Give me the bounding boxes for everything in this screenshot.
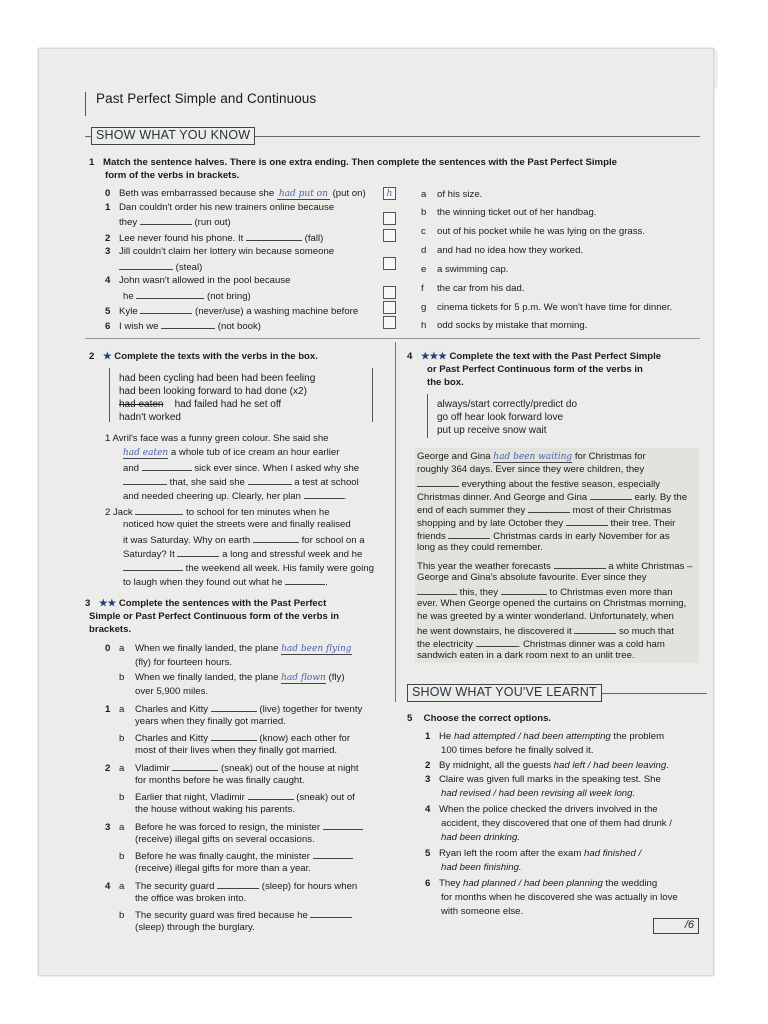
item-number: 0	[105, 643, 111, 654]
ending	[421, 282, 524, 296]
text: (know) each other for	[259, 733, 351, 744]
text: . Christmas dinner was a cold ham	[517, 639, 665, 650]
answer-blank[interactable]	[313, 848, 353, 859]
text: He	[439, 731, 452, 742]
text: everything about the festive season, especially	[461, 479, 661, 490]
ending-letter: d	[421, 245, 427, 256]
ex3-line: over 5,900 miles.	[135, 686, 209, 697]
text: this, they	[459, 587, 499, 598]
worksheet-content	[85, 92, 710, 952]
story-line: sandwich eaten in a dark room next to an unlit tree.	[417, 650, 635, 661]
answer-blank[interactable]	[142, 460, 192, 471]
text: When we finally landed, the plane	[135, 672, 279, 683]
story-line: roughly 364 days. Ever since they were children, they	[417, 464, 645, 475]
item-number: 4	[105, 881, 111, 892]
answer-blank[interactable]	[501, 584, 547, 595]
item-letter: a	[119, 763, 125, 774]
answer-blank[interactable]	[528, 502, 570, 513]
item-number: 6	[425, 878, 431, 889]
item-number: 4	[105, 275, 111, 286]
item-text: I wish we	[119, 321, 159, 332]
ending	[421, 263, 508, 277]
item-text: they	[119, 217, 138, 228]
item-letter: b	[119, 733, 125, 744]
item-verb: (run out)	[194, 217, 231, 228]
answer-box-6[interactable]	[383, 316, 396, 329]
answer-blank[interactable]	[253, 532, 299, 543]
text: .	[325, 577, 328, 588]
item-number: 2	[105, 763, 111, 774]
text: to school for ten minutes when he	[186, 507, 330, 518]
text: early. By the	[634, 492, 688, 503]
ex5-instruction	[407, 712, 551, 726]
text: that, she said she	[169, 477, 245, 488]
item-text: John wasn't allowed in the pool because	[119, 275, 291, 286]
text: so much that	[619, 626, 674, 637]
ending	[421, 225, 645, 239]
item-number: 4	[425, 804, 431, 815]
answer-blank[interactable]	[310, 907, 352, 918]
answer-blank[interactable]	[574, 623, 616, 634]
ex5-item-cont: with someone else.	[441, 906, 524, 917]
text: for school on a	[301, 535, 365, 546]
answer-box-0[interactable]	[383, 187, 396, 200]
item-number: 6	[105, 321, 111, 332]
ex3-instruction-3: brackets.	[89, 624, 132, 635]
crossed-word: had eaten	[119, 399, 164, 410]
item-text: Lee never found his phone. It	[119, 233, 244, 244]
answer-box-5[interactable]	[383, 301, 396, 314]
text: (sneak) out of	[296, 792, 355, 803]
ex1-item	[105, 303, 358, 319]
item-number: 5	[105, 306, 111, 317]
item-letter: b	[119, 672, 125, 683]
text: a white Christmas –	[608, 561, 693, 572]
item-number: 2	[105, 233, 111, 244]
item-letter: a	[119, 643, 125, 654]
ending-letter: b	[421, 207, 427, 218]
example-answer: had been flying	[281, 644, 352, 654]
text: .	[343, 491, 347, 502]
ex1-item	[105, 245, 334, 259]
ex1-item-cont	[123, 288, 251, 304]
ex5-item	[425, 773, 661, 787]
ending-text: cinema tickets for 5 p.m. We won't have time for dinner.	[437, 302, 673, 313]
answer-blank[interactable]	[172, 760, 218, 771]
item-text: Jill couldn't claim her lottery win because someone	[119, 246, 335, 257]
word-box-line	[437, 424, 547, 438]
story-line: George and Gina's absolute favourite. Ever since they	[417, 572, 647, 583]
text: (sneak) out of the house at night	[221, 763, 359, 774]
item-verb: (fall)	[304, 233, 324, 244]
item-letter: b	[119, 851, 125, 862]
answer-blank[interactable]	[136, 288, 204, 299]
answer-blank[interactable]	[417, 584, 457, 595]
example-answer: had eaten	[123, 448, 169, 458]
word-box-line: hadn't worked	[119, 412, 181, 423]
text: friends	[417, 531, 446, 542]
ex2-text-line: noticed how quiet the streets were and finally realised	[123, 519, 351, 530]
word-box-line	[119, 398, 281, 412]
answer-blank[interactable]	[417, 476, 459, 487]
ex3-line: (receive) illegal gifts for more than a year.	[135, 863, 311, 874]
ending-text: the winning ticket out of her handbag.	[437, 207, 597, 218]
item-text: he	[123, 291, 134, 302]
ex5-item	[425, 759, 669, 773]
answer-blank[interactable]	[285, 574, 325, 585]
ex3-line: for months before he was finally caught.	[135, 775, 305, 786]
options[interactable]: accident, they discovered that one of them had drunk /	[441, 818, 672, 829]
ex2-text-line	[123, 488, 346, 504]
item-verb: (steal)	[175, 262, 203, 273]
column-divider	[395, 342, 396, 702]
text: the wedding	[605, 878, 658, 889]
answer-blank[interactable]	[248, 474, 292, 485]
ex5-item	[425, 803, 658, 817]
ex3-line: (receive) illegal gifts on several occasions.	[135, 834, 315, 845]
word-box-line: go off hear look forward love	[437, 412, 564, 423]
text: to laugh when they found out what he	[123, 577, 283, 588]
text: Charles and Kitty	[135, 704, 209, 715]
ex3-instruction-1	[85, 597, 326, 611]
text: They	[439, 878, 461, 889]
ending-text: a swimming cap.	[437, 264, 509, 275]
ex3-number: 3	[85, 598, 91, 609]
item-number: 0	[105, 188, 111, 199]
text: Saturday? It	[123, 549, 175, 560]
text: sick ever since. When I asked why she	[194, 463, 360, 474]
text: When the police checked the drivers involved in the	[439, 804, 658, 815]
ex5-number: 5	[407, 713, 413, 724]
ex2-text-line	[123, 446, 339, 461]
text: This year the weather forecasts	[417, 561, 551, 572]
ending	[421, 188, 482, 202]
word-box-words: put up receive snow wait	[437, 425, 547, 436]
ex3-line: most of their lives when they finally got married.	[135, 745, 338, 756]
text: The security guard was fired because he	[135, 910, 308, 921]
text: a test at school	[294, 477, 359, 488]
text: the weekend all week. His family were going	[185, 563, 374, 574]
item-verb: (not book)	[217, 321, 261, 332]
answer-box-4[interactable]	[383, 286, 396, 299]
ending-letter: e	[421, 264, 427, 275]
section-heading-know: SHOW WHAT YOU KNOW	[91, 127, 255, 145]
ending-text: and had no idea how they worked.	[437, 245, 584, 256]
ex1-item	[105, 201, 334, 215]
ending-letter: g	[421, 302, 427, 313]
ex3-line	[105, 642, 352, 657]
ex1-instruction-text: Match the sentence halves. There is one extra ending. Then complete the sentences with the Past Perfect Simple	[103, 157, 617, 168]
text: The security guard	[135, 881, 215, 892]
word-box-line: had been cycling had been had been feeling	[119, 373, 316, 384]
item-number: 3	[425, 774, 431, 785]
ex2-text-line	[123, 574, 328, 590]
ex3-line: years when they finally got married.	[135, 716, 286, 727]
ending-text: out of his pocket while he was lying on the grass.	[437, 226, 645, 237]
example-answer: had flown	[281, 673, 326, 683]
word-box-line: always/start correctly/predict do	[437, 399, 578, 410]
ex1-item	[105, 318, 261, 334]
text: end of each summer they	[417, 505, 526, 516]
ending-text: odd socks by mistake that morning.	[437, 320, 588, 331]
ending-letter: h	[421, 320, 427, 331]
answer-box-3[interactable]	[383, 257, 396, 270]
ex2-number: 2	[89, 351, 95, 362]
answer-blank[interactable]	[217, 878, 259, 889]
options[interactable]: had revised / had been revising all week long.	[441, 788, 636, 799]
answer-blank[interactable]	[304, 488, 344, 499]
item-verb: (put on)	[332, 188, 366, 199]
star-rating: ★	[103, 351, 112, 362]
ex1-item	[105, 274, 290, 288]
answer-blank[interactable]	[554, 558, 606, 569]
example-answer: had been waiting	[493, 452, 573, 462]
text: a whole tub of ice cream an hour earlier	[170, 447, 340, 458]
text: the electricity	[417, 639, 473, 650]
text: Ryan left the room after the exam	[439, 848, 582, 859]
ex1-item	[105, 230, 323, 246]
text: for Christmas for	[574, 451, 646, 462]
answer-blank[interactable]	[323, 819, 363, 830]
item-letter: b	[119, 792, 125, 803]
word-box-line: had been looking forward to had done (x2)	[119, 386, 307, 397]
text: By midnight, all the guests	[439, 760, 551, 771]
ex5-item-cont: for months when he discovered she was actually in love	[441, 892, 678, 903]
answer-blank[interactable]	[246, 230, 302, 241]
answer-blank[interactable]	[211, 730, 257, 741]
item-letter: a	[119, 704, 125, 715]
ex1-instruction-2: form of the verbs in brackets.	[105, 170, 240, 181]
item-letter: a	[119, 881, 125, 892]
text: Vladimir	[135, 763, 170, 774]
answer-blank[interactable]	[211, 701, 257, 712]
text: Christmas cards in early November for as	[493, 531, 670, 542]
ex3-instruction-text: Complete the sentences with the Past Perfect	[118, 598, 327, 609]
ex1-item	[105, 187, 366, 202]
ending	[421, 206, 596, 220]
text: Earlier that night, Vladimir	[135, 792, 245, 803]
ex3-line: the office was broken into.	[135, 893, 247, 904]
item-text: Beth was embarrassed because she	[119, 188, 275, 199]
item-text: Dan couldn't order his new trainers online because	[119, 202, 335, 213]
answer-blank[interactable]	[119, 259, 173, 270]
text: he went downstairs, he discovered it	[417, 626, 572, 637]
ex2-instruction-text: Complete the texts with the verbs in the box.	[114, 351, 318, 362]
text: Christmas dinner. And George and Gina	[417, 492, 588, 503]
item-number: 1	[105, 202, 111, 213]
ex4-instruction-3: the box.	[427, 377, 464, 388]
item-text: Kyle	[119, 306, 138, 317]
ex1-instruction-1	[89, 156, 617, 170]
answer-blank[interactable]	[177, 546, 219, 557]
story-line: he was greeted by a winter wonderland. Unfortunately, when	[417, 611, 674, 622]
text: their tree. Their	[610, 518, 676, 529]
text: Charles and Kitty	[135, 733, 209, 744]
text: and	[123, 463, 140, 474]
answer-blank[interactable]	[590, 489, 632, 500]
ending-text: of his size.	[437, 189, 483, 200]
text: Before he was forced to resign, the minister	[135, 822, 321, 833]
item-number: 5	[425, 848, 431, 859]
text: most of their Christmas	[572, 505, 672, 516]
text: When we finally landed, the plane	[135, 643, 279, 654]
answer-blank[interactable]	[140, 214, 192, 225]
text: the problem	[613, 731, 665, 742]
text: and needed cheering up. Clearly, her plan	[123, 491, 301, 502]
ex5-instruction-text: Choose the correct options.	[423, 713, 552, 724]
page-title: Past Perfect Simple and Continuous	[96, 91, 317, 106]
options[interactable]: had left / had been leaving	[553, 760, 667, 771]
options[interactable]: had been finishing.	[441, 862, 522, 873]
answer-blank[interactable]	[123, 474, 167, 485]
answer-blank[interactable]	[135, 504, 183, 515]
item-letter: b	[119, 910, 125, 921]
ex4-instruction-1	[407, 350, 661, 364]
options[interactable]: had been drinking.	[441, 832, 520, 843]
star-rating: ★★★	[421, 351, 447, 362]
ex3-line: (fly) for fourteen hours.	[135, 657, 233, 668]
section-heading-learnt: SHOW WHAT YOU'VE LEARNT	[407, 684, 602, 702]
item-number: 3	[105, 822, 111, 833]
story-line: long as they could remember.	[417, 542, 543, 553]
text: George and Gina	[417, 451, 491, 462]
text: Claire was given full marks in the speaking test. She	[439, 774, 661, 785]
ex5-item-cont: 100 times before he finally solved it.	[441, 745, 594, 756]
text: .	[666, 760, 669, 771]
item-letter: a	[119, 822, 125, 833]
story-line: ever. When George opened the curtains on Christmas morning,	[417, 598, 687, 609]
divider	[85, 338, 700, 339]
answer-box-2[interactable]	[383, 229, 396, 242]
text: 2 Jack	[105, 507, 133, 518]
text: (sleep) for hours when	[261, 881, 358, 892]
text: it was Saturday. Why on earth	[123, 535, 251, 546]
text: (live) together for twenty	[259, 704, 363, 715]
ex4-instruction-2: or Past Perfect Continuous form of the verbs in	[427, 364, 643, 375]
star-rating: ★★	[99, 598, 117, 609]
ending	[421, 244, 583, 258]
options[interactable]: had attempted / had been attempting	[453, 731, 611, 742]
ex3-line	[119, 671, 345, 686]
ending	[421, 319, 587, 333]
ex5-item	[425, 847, 641, 861]
item-number: 1	[105, 704, 111, 715]
ex1-number: 1	[89, 157, 95, 168]
answer-blank[interactable]	[448, 528, 490, 539]
example-answer: had put on	[278, 189, 328, 199]
ending-text: the car from his dad.	[437, 283, 525, 294]
title-bar	[85, 92, 700, 116]
score-box: /6	[653, 918, 699, 934]
item-number: 1	[425, 731, 431, 742]
answer-box-1[interactable]	[383, 212, 396, 225]
answer-blank[interactable]	[140, 303, 192, 314]
ex2-text-line: 1 Avril's face was a funny green colour. She said she	[105, 433, 329, 444]
ex5-item	[425, 877, 657, 891]
text: to Christmas even more than	[549, 587, 673, 598]
ex1-item-cont	[119, 259, 202, 275]
options[interactable]: had planned / had been planning	[463, 878, 603, 889]
text: (fly)	[328, 672, 345, 683]
word-box-words: had failed had he set off	[174, 399, 282, 410]
ex2-instruction	[89, 350, 318, 364]
item-number: 3	[105, 246, 111, 257]
ex3-line: (sleep) through the burglary.	[135, 922, 255, 933]
text: shopping and by late October they	[417, 518, 564, 529]
item-number: 2	[425, 760, 431, 771]
answer-blank[interactable]	[123, 560, 183, 571]
ex5-item	[425, 730, 664, 744]
ex3-instruction-2: Simple or Past Perfect Continuous form of the verbs in	[89, 611, 340, 622]
item-verb: (not bring)	[207, 291, 251, 302]
item-verb: (never/use) a washing machine before	[195, 306, 359, 317]
text: Before he was finally caught, the minister	[135, 851, 310, 862]
ending-letter: c	[421, 226, 426, 237]
ex3-line: the house without waking his parents.	[135, 804, 295, 815]
ex4-instruction-text: Complete the text with the Past Perfect Simple	[449, 351, 662, 362]
answer-blank[interactable]	[248, 789, 294, 800]
ex1-item-cont	[119, 214, 231, 230]
options[interactable]: had finished /	[584, 848, 642, 859]
ex4-number: 4	[407, 351, 413, 362]
ending-letter: f	[421, 283, 424, 294]
text: a long and stressful week and he	[222, 549, 363, 560]
answer-blank[interactable]	[161, 318, 215, 329]
box-letter: h	[386, 189, 393, 199]
ending	[421, 301, 672, 315]
answer-blank[interactable]	[566, 515, 608, 526]
ending-letter: a	[421, 189, 427, 200]
answer-blank[interactable]	[476, 636, 518, 647]
